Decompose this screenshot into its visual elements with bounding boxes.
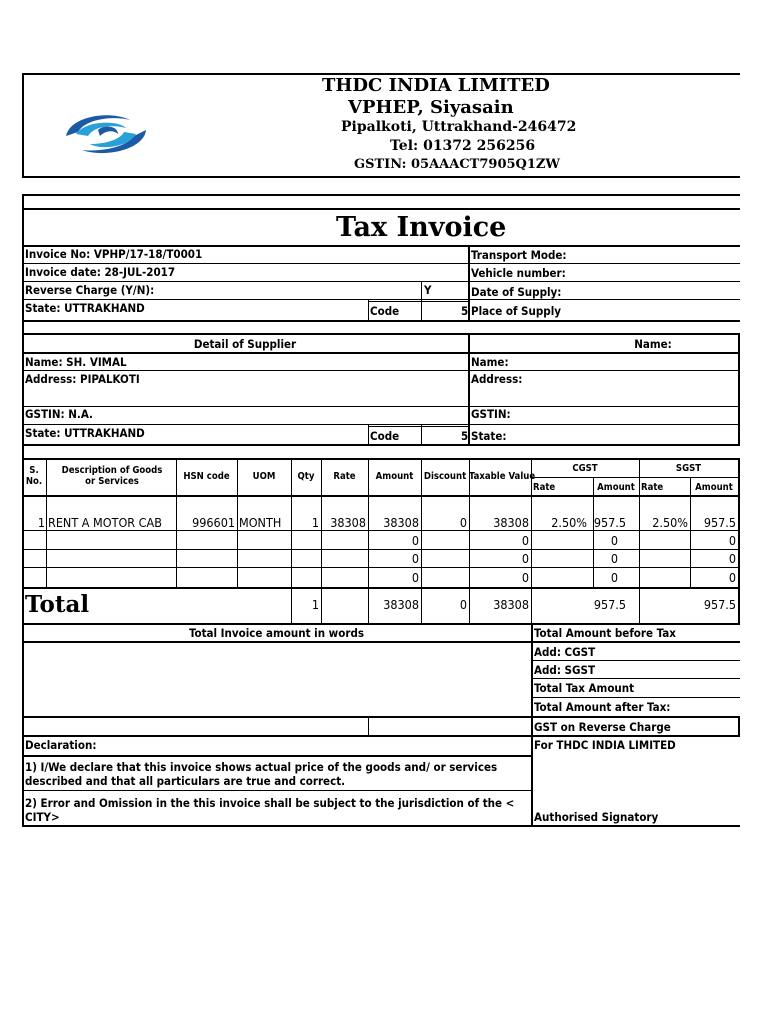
row-sgst-amount: 0: [728, 533, 736, 548]
col-taxable: Taxable Value: [469, 471, 536, 482]
receiver-address: Address:: [471, 372, 523, 386]
reverse-charge-label: Reverse Charge (Y/N):: [25, 283, 155, 297]
declaration-line-2b: CITY>: [25, 810, 60, 824]
row-amount: 38308: [383, 515, 419, 530]
row-rate: 38308: [330, 515, 366, 530]
total-label: Total: [25, 591, 90, 618]
declaration-line-2a: 2) Error and Omission in the this invoice shall be subject to the jurisdiction of the <: [25, 796, 515, 810]
place-of-supply: Place of Supply: [471, 304, 561, 318]
company-gstin: GSTIN: 05AAACT7905Q1ZW: [354, 157, 561, 172]
col-cgst: CGST: [572, 463, 598, 474]
col-sgst-amount: Amount: [695, 482, 733, 493]
col-hsn: HSN code: [183, 471, 230, 482]
authorised-signatory: Authorised Signatory: [534, 810, 659, 824]
add-sgst: Add: SGST: [534, 663, 596, 677]
col-sgst: SGST: [675, 463, 702, 474]
supplier-heading: Detail of Supplier: [193, 337, 297, 351]
receiver-name: Name:: [471, 355, 509, 369]
col-discount: Discount: [423, 471, 467, 482]
row-cgst-amount: 957.5: [593, 515, 626, 530]
col-cgst-amount: Amount: [597, 482, 635, 493]
row-cgst-amount: 0: [610, 551, 618, 566]
company-unit: VPHEP, Siyasain: [348, 97, 514, 118]
col-description: Description of Goods or Services: [61, 465, 163, 487]
total-sgst: 957.5: [703, 597, 736, 612]
total-tax-amount: Total Tax Amount: [534, 681, 635, 695]
row-amount: 0: [411, 551, 419, 566]
declaration-line-1b: described and that all particulars are true and correct.: [25, 774, 346, 788]
total-cgst: 957.5: [593, 597, 626, 612]
row-sgst-amount: 0: [728, 570, 736, 585]
company-logo: [60, 106, 152, 162]
supplier-address: Address: PIPALKOTI: [25, 372, 140, 386]
receiver-state: State:: [471, 429, 507, 443]
row-taxable: 0: [521, 551, 529, 566]
receiver-gstin: GSTIN:: [471, 407, 511, 421]
declaration-line-1a: 1) I/We declare that this invoice shows actual price of the goods and/ or services: [25, 760, 498, 774]
amount-in-words-heading: Total Invoice amount in words: [188, 626, 365, 640]
row-description: RENT A MOTOR CAB: [48, 515, 162, 530]
row-cgst-amount: 0: [610, 570, 618, 585]
total-discount: 0: [459, 597, 467, 612]
col-rate: Rate: [333, 471, 356, 482]
row-uom: MONTH: [239, 515, 282, 530]
supplier-code-label: Code: [370, 429, 400, 443]
row-amount: 0: [411, 533, 419, 548]
invoice-number: Invoice No: VPHP/17-18/T0001: [25, 247, 203, 261]
supplier-state: State: UTTRAKHAND: [25, 426, 145, 440]
company-address: Pipalkoti, Uttrakhand-246472: [341, 119, 577, 135]
row-hsn: 996601: [192, 515, 235, 530]
transport-mode: Transport Mode:: [471, 248, 567, 262]
col-uom: UOM: [252, 471, 276, 482]
declaration-label: Declaration:: [25, 738, 97, 752]
gst-reverse-charge: GST on Reverse Charge: [534, 720, 671, 734]
col-amount: Amount: [375, 471, 414, 482]
invoice-code-value: 5: [461, 304, 469, 318]
row-taxable: 0: [521, 570, 529, 585]
supplier-name: Name: SH. VIMAL: [25, 355, 127, 369]
row-cgst-amount: 0: [610, 533, 618, 548]
row-taxable: 0: [521, 533, 529, 548]
add-cgst: Add: CGST: [534, 645, 596, 659]
row-cgst-rate: 2.50%: [551, 515, 587, 530]
vehicle-number: Vehicle number:: [471, 266, 566, 280]
total-qty: 1: [311, 597, 319, 612]
total-taxable: 38308: [493, 597, 529, 612]
receiver-heading: Name:: [634, 337, 672, 351]
col-sno: S. No.: [25, 465, 43, 487]
row-amount: 0: [411, 570, 419, 585]
row-sgst-amount: 957.5: [703, 515, 736, 530]
invoice-state: State: UTTRAKHAND: [25, 301, 145, 315]
reverse-charge-value: Y: [424, 283, 432, 297]
for-company: For THDC INDIA LIMITED: [534, 738, 676, 752]
col-qty: Qty: [297, 471, 315, 482]
supplier-gstin: GSTIN: N.A.: [25, 407, 93, 421]
date-of-supply: Date of Supply:: [471, 285, 562, 299]
total-after-tax: Total Amount after Tax:: [534, 700, 671, 714]
row-qty: 1: [311, 515, 319, 530]
total-amount: 38308: [383, 597, 419, 612]
company-tel: Tel: 01372 256256: [390, 138, 536, 154]
invoice-code-label: Code: [370, 304, 400, 318]
invoice-title: Tax Invoice: [336, 212, 507, 243]
total-before-tax: Total Amount before Tax: [534, 626, 676, 640]
row-taxable: 38308: [493, 515, 529, 530]
company-name: THDC INDIA LIMITED: [322, 75, 550, 96]
invoice-date: Invoice date: 28-JUL-2017: [25, 265, 176, 279]
row-sgst-amount: 0: [728, 551, 736, 566]
supplier-code-value: 5: [461, 429, 469, 443]
row-discount: 0: [459, 515, 467, 530]
row-sgst-rate: 2.50%: [652, 515, 688, 530]
row-sno: 1: [37, 515, 45, 530]
col-cgst-rate: Rate: [533, 482, 556, 493]
thdc-logo-icon: [60, 106, 152, 162]
col-sgst-rate: Rate: [641, 482, 664, 493]
